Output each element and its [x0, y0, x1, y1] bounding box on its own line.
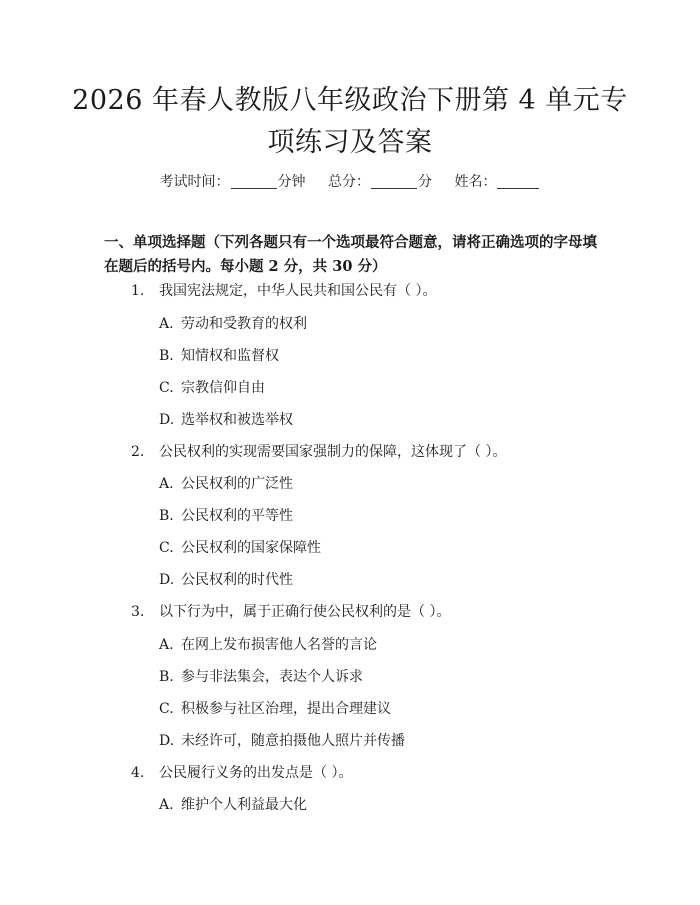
question-number: 2.: [131, 444, 145, 460]
option-text: 参与非法集会，表达个人诉求: [181, 669, 363, 685]
option-2b: [159, 507, 293, 525]
option-letter: B.: [159, 508, 174, 524]
exam-time-label: 考试时间：: [159, 174, 230, 190]
option-text: 劳动和受教育的权利: [181, 316, 307, 332]
exam-time-unit: 分钟: [277, 174, 306, 190]
option-letter: C.: [159, 701, 174, 717]
option-text: 在网上发布损害他人名誉的言论: [181, 637, 377, 653]
question-number: 3.: [131, 604, 145, 620]
question-text: 公民权利的实现需要国家强制力的保障，这体现了（ ）。: [159, 444, 507, 460]
question-1: [131, 282, 436, 300]
option-text: 维护个人利益最大化: [181, 797, 307, 813]
question-number: 1.: [131, 283, 145, 299]
option-letter: B.: [159, 348, 174, 364]
option-3d: [159, 732, 405, 750]
page-title: [60, 80, 640, 164]
option-2c: [159, 539, 321, 557]
option-2d: [159, 571, 293, 589]
option-letter: A.: [159, 316, 174, 332]
total-score-unit: 分: [418, 174, 432, 190]
title-line-1: 2026 年春人教版八年级政治下册第 4 单元专: [72, 85, 628, 116]
option-3b: [159, 668, 363, 686]
option-letter: D.: [159, 412, 175, 428]
option-text: 公民权利的时代性: [181, 572, 293, 588]
option-letter: A.: [159, 797, 174, 813]
question-number: 4.: [131, 765, 145, 781]
option-3a: [159, 636, 377, 654]
option-text: 积极参与社区治理，提出合理建议: [181, 701, 391, 717]
student-name-label: 姓名：: [454, 174, 497, 190]
option-4a: [159, 796, 307, 814]
option-letter: C.: [159, 380, 174, 396]
exam-meta-line: [0, 171, 700, 191]
option-1d: [159, 411, 293, 429]
option-text: 知情权和监督权: [181, 348, 279, 364]
option-1c: [159, 379, 265, 397]
option-letter: B.: [159, 669, 174, 685]
option-3c: [159, 700, 391, 718]
question-4: [131, 764, 352, 782]
question-text: 我国宪法规定，中华人民共和国公民有（ ）。: [159, 283, 437, 299]
option-text: 未经许可，随意拍摄他人照片并传播: [181, 733, 405, 749]
option-letter: D.: [159, 733, 175, 749]
exam-time-blank: [231, 174, 277, 189]
option-2a: [159, 475, 293, 493]
question-text: 公民履行义务的出发点是（ ）。: [159, 765, 353, 781]
total-score-blank: [371, 174, 417, 189]
option-1a: [159, 315, 307, 333]
option-letter: A.: [159, 637, 174, 653]
option-1b: [159, 347, 279, 365]
option-text: 选举权和被选举权: [181, 412, 293, 428]
title-line-2: 项练习及答案: [267, 127, 433, 158]
option-letter: A.: [159, 476, 174, 492]
option-text: 公民权利的广泛性: [181, 476, 293, 492]
question-2: [131, 443, 506, 461]
total-score-field: [328, 174, 436, 190]
question-text: 以下行为中，属于正确行使公民权利的是（ ）。: [159, 604, 451, 620]
option-text: 公民权利的国家保障性: [181, 540, 321, 556]
option-text: 宗教信仰自由: [181, 380, 265, 396]
question-3: [131, 603, 450, 621]
option-letter: C.: [159, 540, 174, 556]
exam-time-field: [160, 174, 310, 190]
student-name-blank: [497, 174, 539, 189]
student-name-field: [454, 174, 540, 190]
option-letter: D.: [159, 572, 175, 588]
total-score-label: 总分：: [328, 174, 370, 190]
option-text: 公民权利的平等性: [181, 508, 293, 524]
section-heading: 一、单项选择题（下列各题只有一个选项最符合题意，请将正确选项的字母填在题后的括号内。每小题 2 分，共 30 分）: [104, 234, 597, 275]
